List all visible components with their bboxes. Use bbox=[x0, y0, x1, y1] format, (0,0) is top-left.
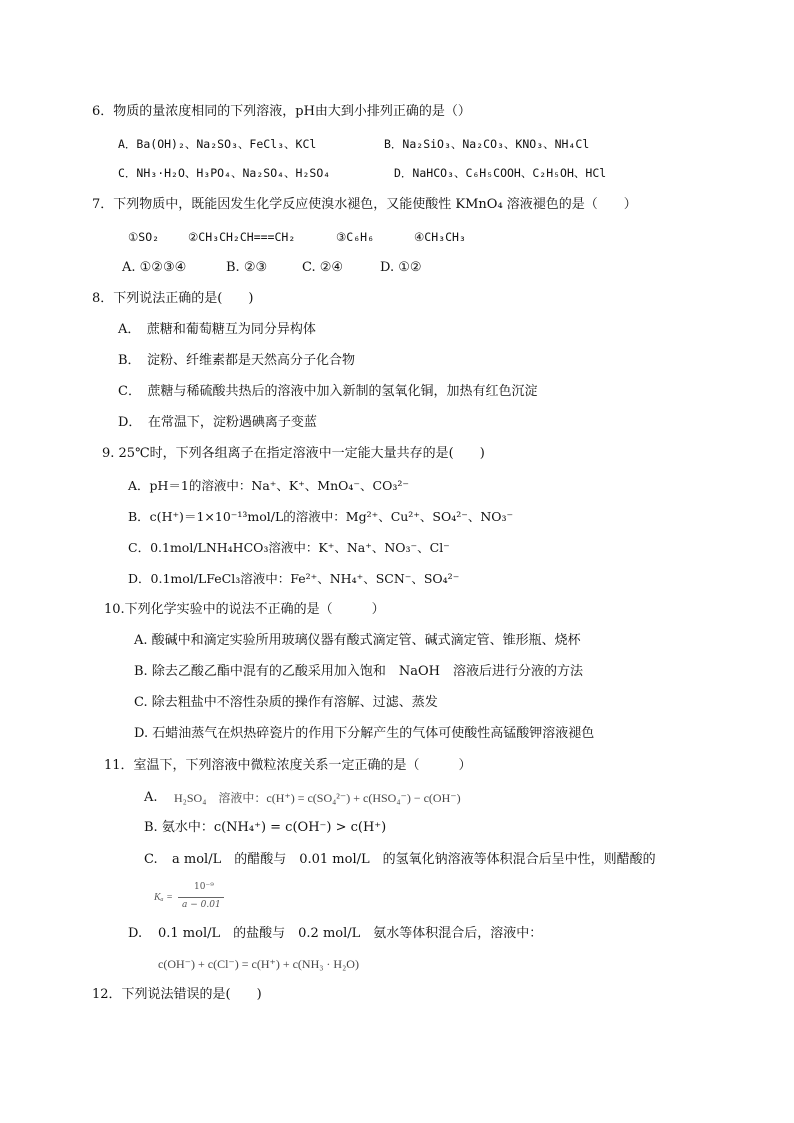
q7-option-b: B. ②③ bbox=[226, 260, 268, 275]
q9-stem: 9. 25℃时，下列各组离子在指定溶液中一定能大量共存的是( ) bbox=[102, 446, 485, 461]
q10-option-d: D. 石蜡油蒸气在炽热碎瓷片的作用下分解产生的气体可使酸性高锰酸钾溶液褪色 bbox=[134, 726, 595, 741]
q8-option-b: B． 淀粉、纤维素都是天然高分子化合物 bbox=[118, 353, 356, 368]
q11-option-a-label: A. bbox=[144, 790, 158, 805]
q7-option-c: C. ②④ bbox=[302, 260, 344, 275]
q9-option-b: B．c(H⁺)＝1×10⁻¹³mol/L的溶液中：Mg²⁺、Cu²⁺、SO₄²⁻、NO₃⁻ bbox=[128, 509, 514, 524]
q11-stem: 11．室温下，下列溶液中微粒浓度关系一定正确的是（ ） bbox=[104, 758, 472, 773]
ka-numerator: 10⁻⁹ bbox=[194, 882, 214, 892]
q6-stem: 6．物质的量浓度相同的下列溶液，pH由大到小排列正确的是（） bbox=[92, 104, 471, 119]
q8-stem: 8．下列说法正确的是( ) bbox=[92, 291, 254, 306]
q6-option-d: D．NaHCO₃、C₆H₅COOH、C₂H₅OH、HCl bbox=[394, 166, 607, 180]
q12-stem: 12．下列说法错误的是( ) bbox=[92, 987, 262, 1002]
q11-option-d-label: D. bbox=[128, 926, 143, 941]
ka-symbol: Kₐ = bbox=[154, 892, 173, 903]
ka-fraction bbox=[148, 880, 238, 920]
q8-option-a: A． 蔗糖和葡萄糖互为同分异构体 bbox=[118, 322, 316, 337]
fraction-bar bbox=[178, 897, 224, 898]
q7-item-1: ①SO₂ bbox=[128, 230, 160, 244]
q7-stem: 7．下列物质中，既能因发生化学反应使溴水褪色，又能使酸性 KMnO₄ 溶液褪色的是（ ） bbox=[92, 197, 637, 212]
q6-option-b: B．Na₂SiO₃、Na₂CO₃、KNO₃、NH₄Cl bbox=[384, 137, 590, 151]
q11-option-a: H₂SO₄ 溶液中：c(H⁺) = c(SO₄²⁻) + c(HSO₄⁻) − c(OH⁻) bbox=[174, 791, 461, 805]
q9-option-c: C．0.1mol/LNH₄HCO₃溶液中：K⁺、Na⁺、NO₃⁻、Cl⁻ bbox=[128, 540, 450, 555]
q11-option-b: B. 氨水中：c(NH₄⁺) = c(OH⁻) > c(H⁺) bbox=[144, 820, 387, 835]
q11-option-d: 0.1 mol/L 的盐酸与 0.2 mol/L 氨水等体积混合后，溶液中： bbox=[158, 926, 543, 941]
q8-option-d: D． 在常温下，淀粉遇碘离子变蓝 bbox=[118, 415, 317, 430]
q7-item-3: ③C₆H₆ bbox=[336, 230, 375, 244]
q7-item-4: ④CH₃CH₃ bbox=[414, 230, 466, 244]
q7-option-d: D. ①② bbox=[380, 260, 422, 275]
ka-denominator: a − 0.01 bbox=[182, 900, 221, 910]
q7-item-2: ②CH₃CH₂CH===CH₂ bbox=[188, 230, 296, 244]
q10-stem: 10.下列化学实验中的说法不正确的是（ ） bbox=[104, 602, 385, 617]
q6-option-a: A．Ba(OH)₂、Na₂SO₃、FeCl₃、KCl bbox=[118, 137, 317, 151]
q9-option-a: A．pH＝1的溶液中：Na⁺、K⁺、MnO₄⁻、CO₃²⁻ bbox=[128, 478, 409, 493]
q10-option-c: C. 除去粗盐中不溶性杂质的操作有溶解、过滤、蒸发 bbox=[134, 695, 438, 710]
q11-option-c: a mol/L 的醋酸与 0.01 mol/L 的氢氧化钠溶液等体积混合后呈中性，则醋酸的 bbox=[172, 852, 656, 867]
q8-option-c: C． 蔗糖与稀硫酸共热后的溶液中加入新制的氢氧化铜，加热有红色沉淀 bbox=[118, 384, 538, 399]
q6-option-c: C．NH₃·H₂O、H₃PO₄、Na₂SO₄、H₂SO₄ bbox=[118, 166, 331, 180]
q10-option-a: A. 酸碱中和滴定实验所用玻璃仪器有酸式滴定管、碱式滴定管、锥形瓶、烧杯 bbox=[134, 633, 581, 648]
q9-option-d: D．0.1mol/LFeCl₃溶液中：Fe²⁺、NH₄⁺、SCN⁻、SO₄²⁻ bbox=[128, 571, 460, 586]
q11-option-c-label: C. bbox=[144, 852, 158, 867]
q11-option-d-equation: c(OH⁻) + c(Cl⁻) = c(H⁺) + c(NH₃ · H₂O) bbox=[158, 957, 359, 971]
q10-option-b: B. 除去乙酸乙酯中混有的乙酸采用加入饱和 NaOH 溶液后进行分液的方法 bbox=[134, 664, 583, 679]
q7-option-a: A. ①②③④ bbox=[122, 260, 187, 275]
